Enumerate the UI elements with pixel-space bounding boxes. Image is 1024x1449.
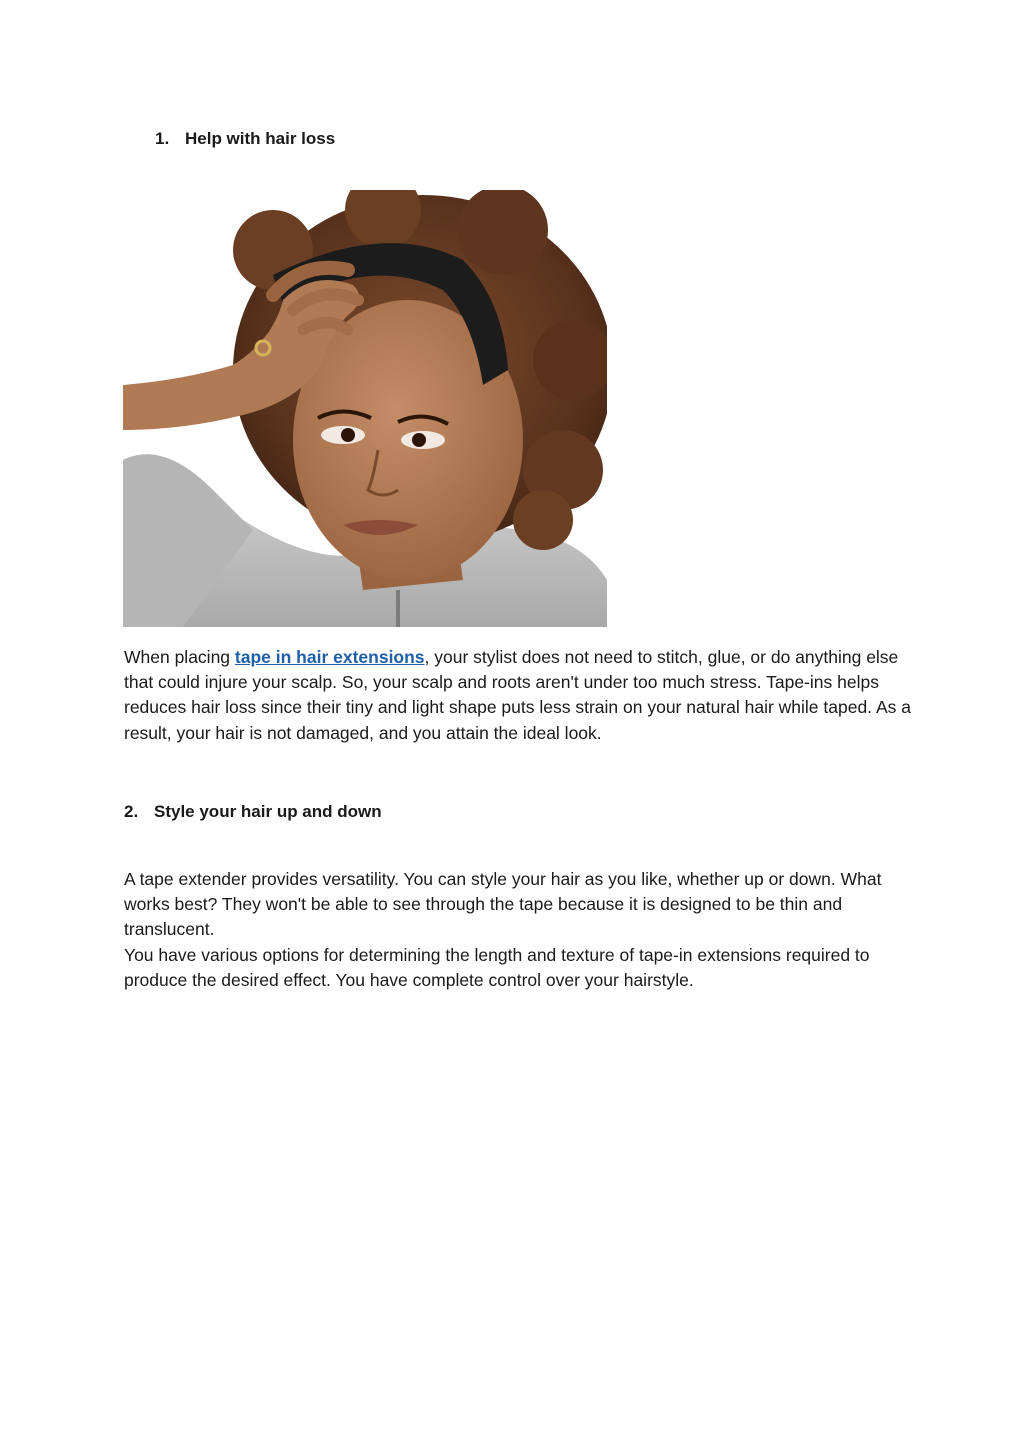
paragraph-hair-loss (124, 645, 914, 746)
section-number: 1. (155, 129, 170, 148)
section-title: Help with hair loss (185, 129, 336, 148)
paragraph-versatility: A tape extender provides versatility. You can style your hair as you like, whether up or down. What works best? They won't be able to see through the tape because it is designed to be thin and translucent. (124, 869, 882, 940)
paragraph-options: You have various options for determining the length and texture of tape-in extensions required to produce the desired effect. You have complete control over your hairstyle. (124, 945, 870, 991)
woman-hair-loss-photo (123, 190, 607, 627)
paragraph-text-after-link: , your stylist does not need to stitch, glue, or do anything else that could injure your scalp. So, your scalp and roots aren't under too much stress. Tape-ins helps reduces hair loss since their tiny and light shape puts less strain on your natural hair while taped. As a result, your hair is not damaged, and you attain the ideal look. (124, 647, 911, 743)
section-heading-hair-loss (155, 128, 335, 150)
section-title: Style your hair up and down (154, 802, 382, 821)
section-number: 2. (124, 802, 139, 821)
paragraph-text-before-link: When placing (124, 647, 235, 667)
tape-in-hair-extensions-link[interactable]: tape in hair extensions (234, 647, 425, 667)
section-heading-style-hair (124, 801, 382, 823)
